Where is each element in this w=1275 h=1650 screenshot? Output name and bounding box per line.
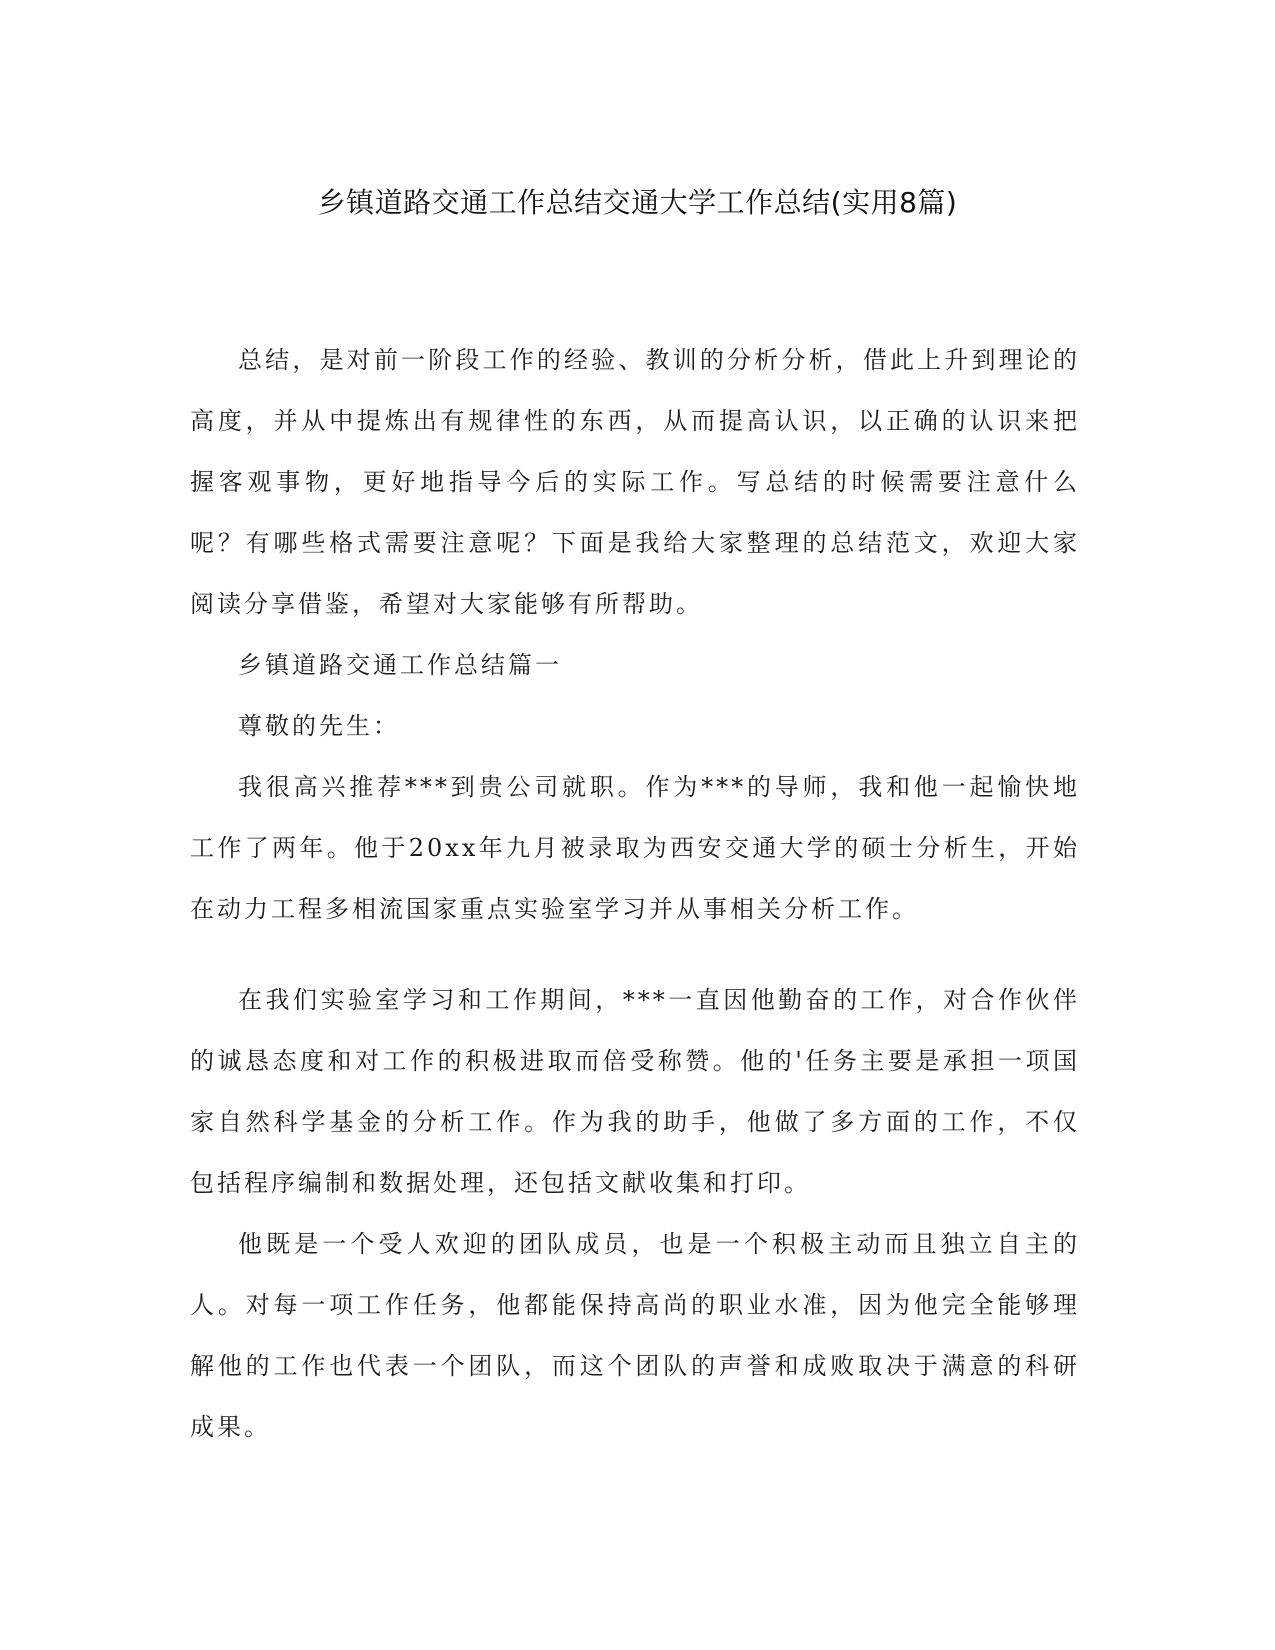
body-paragraph: 我很高兴推荐***到贵公司就职。作为***的导师，我和他一起愉快地工作了两年。他于20xx年九月被录取为西安交通大学的硕士分析生，开始在动力工程多相流国家重点实验室学习并从事相关分析工作。 (190, 773, 1080, 923)
body-paragraph: 他既是一个受人欢迎的团队成员，也是一个积极主动而且独立自主的人。对每一项工作任务，他都能保持高尚的职业水准，因为他完全能够理解他的工作也代表一个团队，而这个团队的声誉和成败取决于满意的科研成果。 (190, 1230, 1080, 1441)
intro-paragraph: 总结，是对前一阶段工作的经验、教训的分析分析，借此上升到理论的高度，并从中提炼出有规律性的东西，从而提高认识，以正确的认识来把握客观事物，更好地指导今后的实际工作。写总结的时候需要注意什么呢？有哪些格式需要注意呢？下面是我给大家整理的总结范文，欢迎大家阅读分享借鉴，希望对大家能够有所帮助。 (190, 346, 1080, 618)
section-heading: 乡镇道路交通工作总结篇一 (238, 651, 562, 679)
salutation: 尊敬的先生： (238, 712, 400, 740)
document-title: 乡镇道路交通工作总结交通大学工作总结(实用8篇) (317, 186, 958, 219)
body-paragraph: 在我们实验室学习和工作期间，***一直因他勤奋的工作，对合作伙伴的诚恳态度和对工作的积极进取而倍受称赞。他的'任务主要是承担一项国家自然科学基金的分析工作。作为我的助手，他做了多方面的工作，不仅包括程序编制和数据处理，还包括文献收集和打印。 (190, 986, 1080, 1197)
document-body (190, 330, 1080, 1458)
